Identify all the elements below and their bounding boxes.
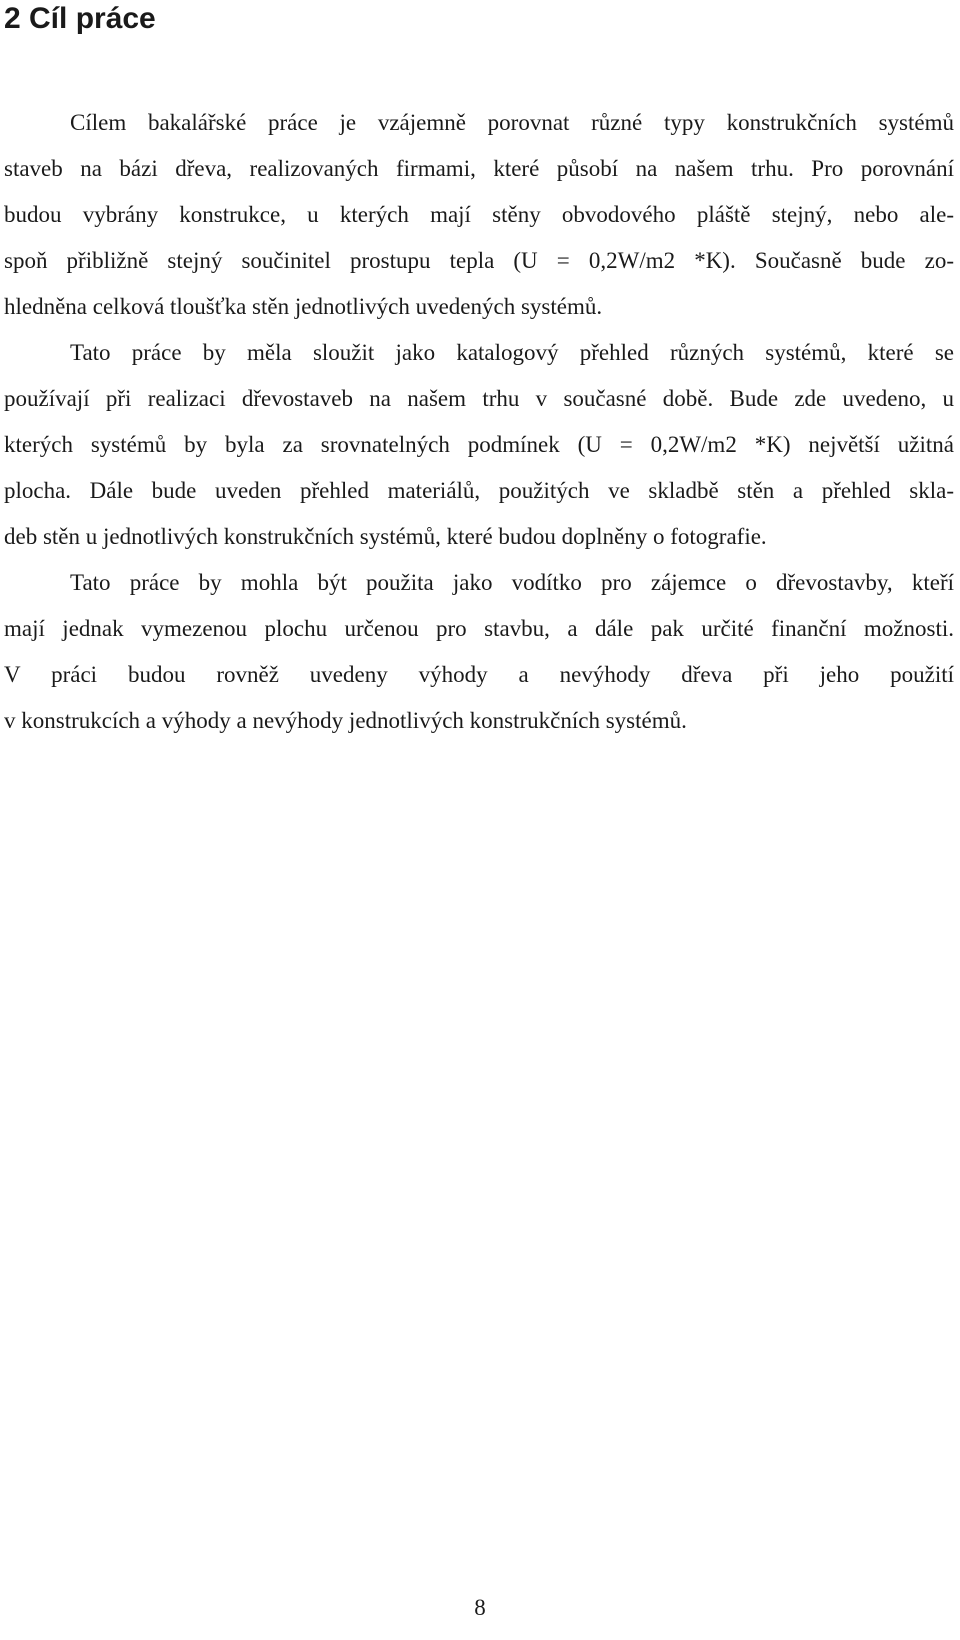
paragraph-1 xyxy=(4,100,954,330)
paragraph-3 xyxy=(4,560,954,744)
text-line: plocha. Dále bude uveden přehled materiálů, použitých ve skladbě stěn a přehled skla- xyxy=(4,478,954,503)
text-line: v konstrukcích a výhody a nevýhody jednotlivých konstrukčních systémů. xyxy=(4,708,687,733)
page-number: 8 xyxy=(474,1595,486,1620)
text-line: používají při realizaci dřevostaveb na našem trhu v současné době. Bude zde uvedeno, u xyxy=(4,386,954,411)
text-line: V práci budou rovněž uvedeny výhody a nevýhody dřeva při jeho použití xyxy=(4,662,954,687)
section-heading: 2 Cíl práce xyxy=(4,2,156,35)
text-line: Tato práce by mohla být použita jako vodítko pro zájemce o dřevostavby, kteří xyxy=(70,570,954,595)
text-line: mají jednak vymezenou plochu určenou pro stavbu, a dále pak určité finanční možnosti. xyxy=(4,616,954,641)
text-line: kterých systémů by byla za srovnatelných podmínek (U = 0,2W/m2 *K) největší užitná xyxy=(4,432,954,457)
text-line: spoň přibližně stejný součinitel prostupu tepla (U = 0,2W/m2 *K). Současně bude zo- xyxy=(4,248,954,273)
text-line: hledněna celková tloušťka stěn jednotlivých uvedených systémů. xyxy=(4,294,603,319)
text-line: deb stěn u jednotlivých konstrukčních systémů, které budou doplněny o fotografie. xyxy=(4,524,767,549)
text-line: Tato práce by měla sloužit jako katalogový přehled různých systémů, které se xyxy=(70,340,954,365)
text-line: staveb na bázi dřeva, realizovaných firmami, které působí na našem trhu. Pro porovnání xyxy=(4,156,954,181)
text-line: Cílem bakalářské práce je vzájemně porovnat různé typy konstrukčních systémů xyxy=(70,110,954,135)
body-text xyxy=(4,100,954,744)
paragraph-2 xyxy=(4,330,954,560)
text-line: budou vybrány konstrukce, u kterých mají stěny obvodového pláště stejný, nebo ale- xyxy=(4,202,954,227)
